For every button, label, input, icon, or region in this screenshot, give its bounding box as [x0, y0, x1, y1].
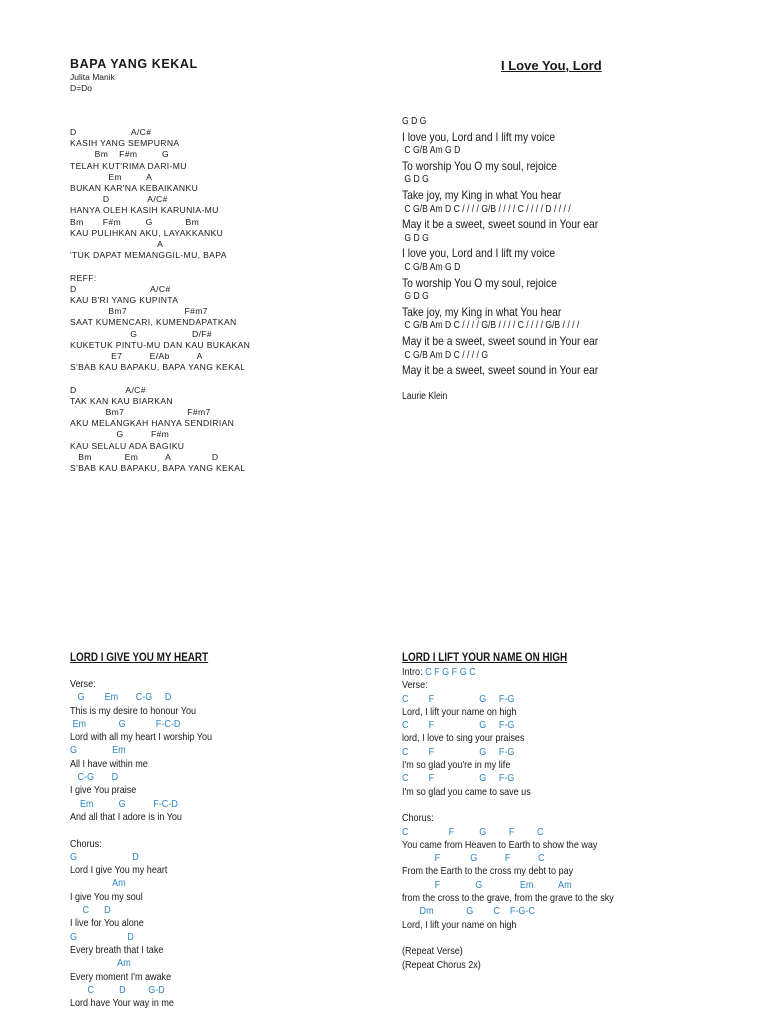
song-line: D A/C# — [70, 127, 152, 137]
song-line: Bm7 F#m7 — [70, 306, 208, 317]
chord-line: Am — [70, 957, 131, 970]
chord-line: C D — [70, 904, 111, 917]
song-line: 'TUK DAPAT MEMANGGIL-MU, BAPA — [70, 250, 227, 261]
intro-line — [402, 666, 614, 679]
lyric-line: Lord with all my heart I worship You — [70, 731, 213, 744]
intro-chords: C F G F G C — [425, 666, 476, 678]
lyric-line: Every moment I'm awake — [70, 970, 172, 983]
song-title: LORD I LIFT YOUR NAME ON HIGH — [402, 652, 568, 664]
song-line: SAAT KUMENCARI, KUMENDAPATKAN — [70, 317, 237, 328]
song-line: KAU PULIHKAN AKU, LAYAKKANKU — [70, 227, 224, 238]
chord-line: C G/B Am G D — [402, 145, 461, 157]
chord-line: C F G F-G — [402, 719, 515, 732]
lyric-line: Take joy, my King in what You hear — [402, 304, 562, 319]
song-line: Em A — [70, 171, 153, 182]
chord-line: C D G-D — [70, 983, 165, 996]
chord-line: G Em C-G D — [70, 691, 172, 704]
song-line: Bm F#m G — [70, 149, 170, 160]
lyric-line: I live for You alone — [70, 917, 144, 930]
song-body-bapa-yang-kekal — [70, 127, 250, 474]
lyric-line: You came from Heaven to Earth to show the way — [402, 838, 598, 851]
chord-line: G D G — [402, 232, 429, 244]
song-line: HANYA OLEH KASIH KARUNIA-MU — [70, 205, 219, 216]
lyric-line: (Repeat Chorus 2x) — [402, 958, 481, 971]
song-line: TELAH KUT'RIMA DARI-MU — [70, 160, 187, 171]
song-line: S'BAB KAU BAPAKU, BAPA YANG KEKAL — [70, 362, 246, 373]
section-label: Verse: — [402, 679, 428, 692]
chord-line: G D — [70, 850, 139, 863]
song-line: Bm Em A D — [70, 451, 219, 462]
lyric-line: May it be a sweet, sweet sound in Your ear — [402, 363, 599, 378]
song-body-i-love-you-lord — [402, 115, 598, 378]
lyric-line: May it be a sweet, sweet sound in Your ear — [402, 217, 599, 232]
song-line — [70, 261, 250, 272]
chord-line: C G/B Am D C / / / / G — [402, 349, 489, 361]
chord-line: C F G F-G — [402, 692, 515, 705]
chord-line: G D G — [402, 174, 429, 186]
spacer — [402, 932, 614, 945]
song-line: G F#m — [70, 429, 170, 440]
lyric-line: This is my desire to honour You — [70, 704, 196, 717]
song-author: Laurie Klein — [402, 391, 448, 402]
intro-label: Intro: — [402, 666, 426, 678]
lyric-line: I love you, Lord and I lift my voice — [402, 246, 556, 261]
song-line: D A/C# — [70, 384, 146, 395]
song-line: E7 E/Ab A — [70, 351, 203, 362]
lyric-line: Take joy, my King in what You hear — [402, 187, 562, 202]
section-label: Verse: — [70, 678, 96, 690]
chord-line: Em G F-C-D — [70, 717, 181, 730]
spacer — [402, 799, 614, 812]
section-label: Chorus: — [402, 812, 434, 825]
chord-line: C G/B Am G D — [402, 261, 461, 273]
song-line: S'BAB KAU BAPAKU, BAPA YANG KEKAL — [70, 463, 246, 474]
song-line — [70, 373, 250, 384]
lyric-line: From the Earth to the cross my debt to pay — [402, 865, 574, 878]
chord-line: G D — [70, 930, 134, 943]
lyric-line: lord, I love to sing your praises — [402, 732, 525, 745]
lyric-line: To worship You O my soul, rejoice — [402, 275, 557, 290]
chord-line: C F G F-G — [402, 772, 515, 785]
spacer — [70, 824, 212, 837]
chord-line: F G Em Am — [402, 878, 572, 891]
song-line: KAU SELALU ADA BAGIKU — [70, 440, 185, 451]
section-label: Chorus: — [70, 837, 102, 850]
song-line: REFF: — [70, 272, 97, 283]
song-line: Bm7 F#m7 — [70, 407, 211, 418]
lyric-line: Every breath that I take — [70, 943, 164, 956]
song-title: LORD I GIVE YOU MY HEART — [70, 652, 209, 664]
lyric-line: from the cross to the grave, from the grave to the sky — [402, 892, 614, 905]
song-title-bapa-yang-kekal: BAPA YANG KEKAL — [70, 57, 198, 71]
song-line: BUKAN KAR'NA KEBAIKANKU — [70, 183, 199, 194]
song-author: Julita Manik — [70, 72, 115, 82]
song-line: D A/C# — [70, 194, 168, 205]
chord-line: G D G — [402, 116, 427, 127]
chord-line: C F G F-G — [402, 745, 515, 758]
song-line: G D/F# — [70, 328, 213, 339]
lyric-line: Lord, I lift your name on high — [402, 918, 517, 931]
lyric-line: I give You my soul — [70, 890, 143, 903]
song-line: KAU B'RI YANG KUPINTA — [70, 295, 179, 306]
lyric-line: Lord I give You my heart — [70, 864, 168, 877]
chord-line: C-G D — [70, 771, 119, 784]
song-key: D=Do — [70, 83, 92, 93]
lyric-line: I give You praise — [70, 784, 137, 797]
song-line: AKU MELANGKAH HANYA SENDIRIAN — [70, 418, 235, 429]
chord-line: G Em — [70, 744, 126, 757]
lyric-line: And all that I adore is in You — [70, 810, 182, 823]
lyric-line: I'm so glad you're in my life — [402, 759, 511, 772]
lyric-line: I love you, Lord and I lift my voice — [402, 129, 556, 144]
song-lord-i-give-you-my-heart — [70, 651, 212, 1010]
song-lord-i-lift-your-name-on-high — [402, 651, 614, 972]
song-meta — [70, 72, 115, 94]
lyric-line: (Repeat Verse) — [402, 945, 463, 958]
song-lines — [402, 679, 614, 972]
song-title-i-love-you-lord: I Love You, Lord — [501, 58, 602, 73]
chord-line: C G/B Am D C / / / / G/B / / / / C / / / / G/B / / / / — [402, 320, 580, 332]
chord-line: Em G F-C-D — [70, 797, 178, 810]
song-line: Bm F#m G Bm — [70, 216, 200, 227]
chord-line: C F G F C — [402, 825, 544, 838]
song-line: KASIH YANG SEMPURNA — [70, 138, 180, 149]
song-line: TAK KAN KAU BIARKAN — [70, 395, 173, 406]
lyric-line: Lord, I lift your name on high — [402, 705, 517, 718]
chord-line: Dm G C F-G-C — [402, 905, 535, 918]
lyric-line: Lord have Your way in me — [70, 997, 174, 1010]
song-lines — [70, 678, 212, 1010]
lyric-line: May it be a sweet, sweet sound in Your ear — [402, 333, 599, 348]
chord-line: F G F C — [402, 852, 545, 865]
chord-line: C G/B Am D C / / / / G/B / / / / C / / / / D / / / / — [402, 203, 571, 215]
lyric-line: To worship You O my soul, rejoice — [402, 158, 557, 173]
song-line: KUKETUK PINTU-MU DAN KAU BUKAKAN — [70, 339, 251, 350]
song-line: D A/C# — [70, 283, 171, 294]
chord-line: Am — [70, 877, 126, 890]
chord-line: G D G — [402, 291, 429, 303]
song-line: A — [70, 239, 164, 250]
lyric-line: I'm so glad you came to save us — [402, 785, 531, 798]
lyric-line: All I have within me — [70, 757, 148, 770]
